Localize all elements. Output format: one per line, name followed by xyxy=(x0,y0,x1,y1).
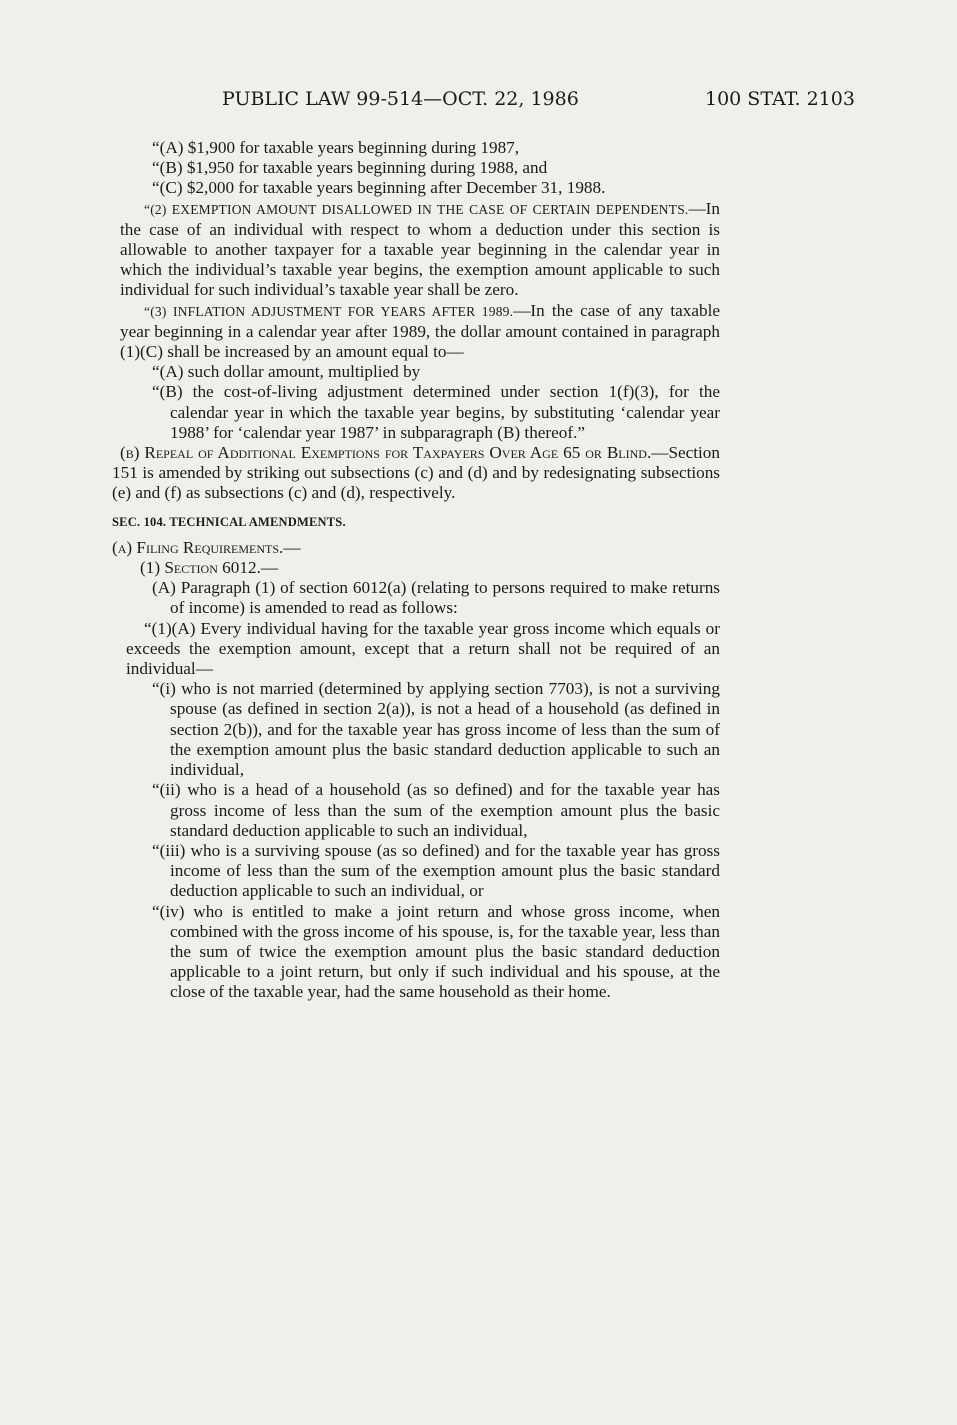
clause-ii: “(ii) who is a head of a household (as so defined) and for the taxable year has gross income of less than the sum of the exemption amount plus the basic standard deduction applicable to such an individual, xyxy=(152,780,720,840)
clause-i: “(i) who is not married (determined by applying section 7703), is not a surviving spouse (as defined in section 2(a)), is not a head of a household (as defined in section 2(b)), and for the taxable year has gross income of less than the sum of the exemption amount plus the basic standard deduction applicable to such an individual, xyxy=(152,679,720,780)
paragraph-2-heading: “(2) EXEMPTION AMOUNT DISALLOWED IN THE CASE OF CERTAIN DEPENDENTS. xyxy=(144,201,689,217)
paragraph-3-text: —In the case of any taxable year beginning in a calendar year after 1989, the dollar amount contained in paragraph (1)(C) shall be increased by an amount equal to— xyxy=(120,300,720,362)
section-104-heading: SEC. 104. TECHNICAL AMENDMENTS. xyxy=(112,514,346,529)
subsection-b-heading: (b) Repeal of Additional Exemptions for Taxpayers Over Age 65 or Blind. xyxy=(120,443,652,463)
paragraph-2 xyxy=(120,199,720,301)
running-title: PUBLIC LAW 99-514—OCT. 22, 1986 xyxy=(222,88,579,110)
clause-c-after-1988: “(C) $2,000 for taxable years beginning after December 31, 1988. xyxy=(152,178,606,198)
quoted-paragraph-1a: “(1)(A) Every individual having for the taxable year gross income which equals or exceeds the exemption amount, except that a return shall not be required of an individual— xyxy=(126,618,720,679)
subparagraph-3a: “(A) such dollar amount, multiplied by xyxy=(152,362,421,382)
clause-iii: “(iii) who is a surviving spouse (as so defined) and for the taxable year has gross income of less than the sum of the exemption amount plus the basic standard deduction applicable to such an individual, or xyxy=(152,840,720,901)
subsection-a-heading: (a) Filing Requirements.— xyxy=(112,537,301,557)
clause-a-1987: “(A) $1,900 for taxable years beginning during 1987, xyxy=(152,138,520,157)
paragraph-2-text: —In the case of an individual with respect to whom a deduction under this section is allowable to another taxpayer for a taxable year beginning in the calendar year in which the individual’s taxable year begins, the exemption amount applicable to such individual for such individual’s taxable year shall be zero. xyxy=(120,198,720,300)
subparagraph-a-text: (A) Paragraph (1) of section 6012(a) (relating to persons required to make returns of income) is amended to read as follows: xyxy=(152,578,720,618)
paragraph-3 xyxy=(120,301,720,363)
page-header xyxy=(0,88,957,118)
paragraph-3-heading: “(3) INFLATION ADJUSTMENT FOR YEARS AFTER 1989. xyxy=(144,303,514,319)
paragraph-1-heading: (1) Section 6012.— xyxy=(140,558,279,578)
subsection-b xyxy=(112,443,720,504)
statute-body xyxy=(112,138,720,1003)
subparagraph-3b: “(B) the cost-of-living adjustment determined under section 1(f)(3), for the calendar year in which the taxable year begins, by substituting ‘calendar year 1988’ for ‘calendar year 1987’ in subparagraph (B) thereof.” xyxy=(152,382,720,442)
subsection-b-text: —Section 151 is amended by striking out subsections (c) and (d) and by redesignating subsections (e) and (f) as subsections (c) and (d), respectively. xyxy=(112,443,720,503)
clause-b-1988: “(B) $1,950 for taxable years beginning during 1988, and xyxy=(152,158,548,178)
statute-citation: 100 STAT. 2103 xyxy=(705,88,855,110)
clause-iv: “(iv) who is entitled to make a joint return and whose gross income, when combined with the gross income of his spouse, is, for the taxable year, less than the sum of twice the exemption amount plus the basic standard deduction applicable to a joint return, but only if such individual and his spouse, at the close of the taxable year, had the same household as their home. xyxy=(152,901,720,1002)
